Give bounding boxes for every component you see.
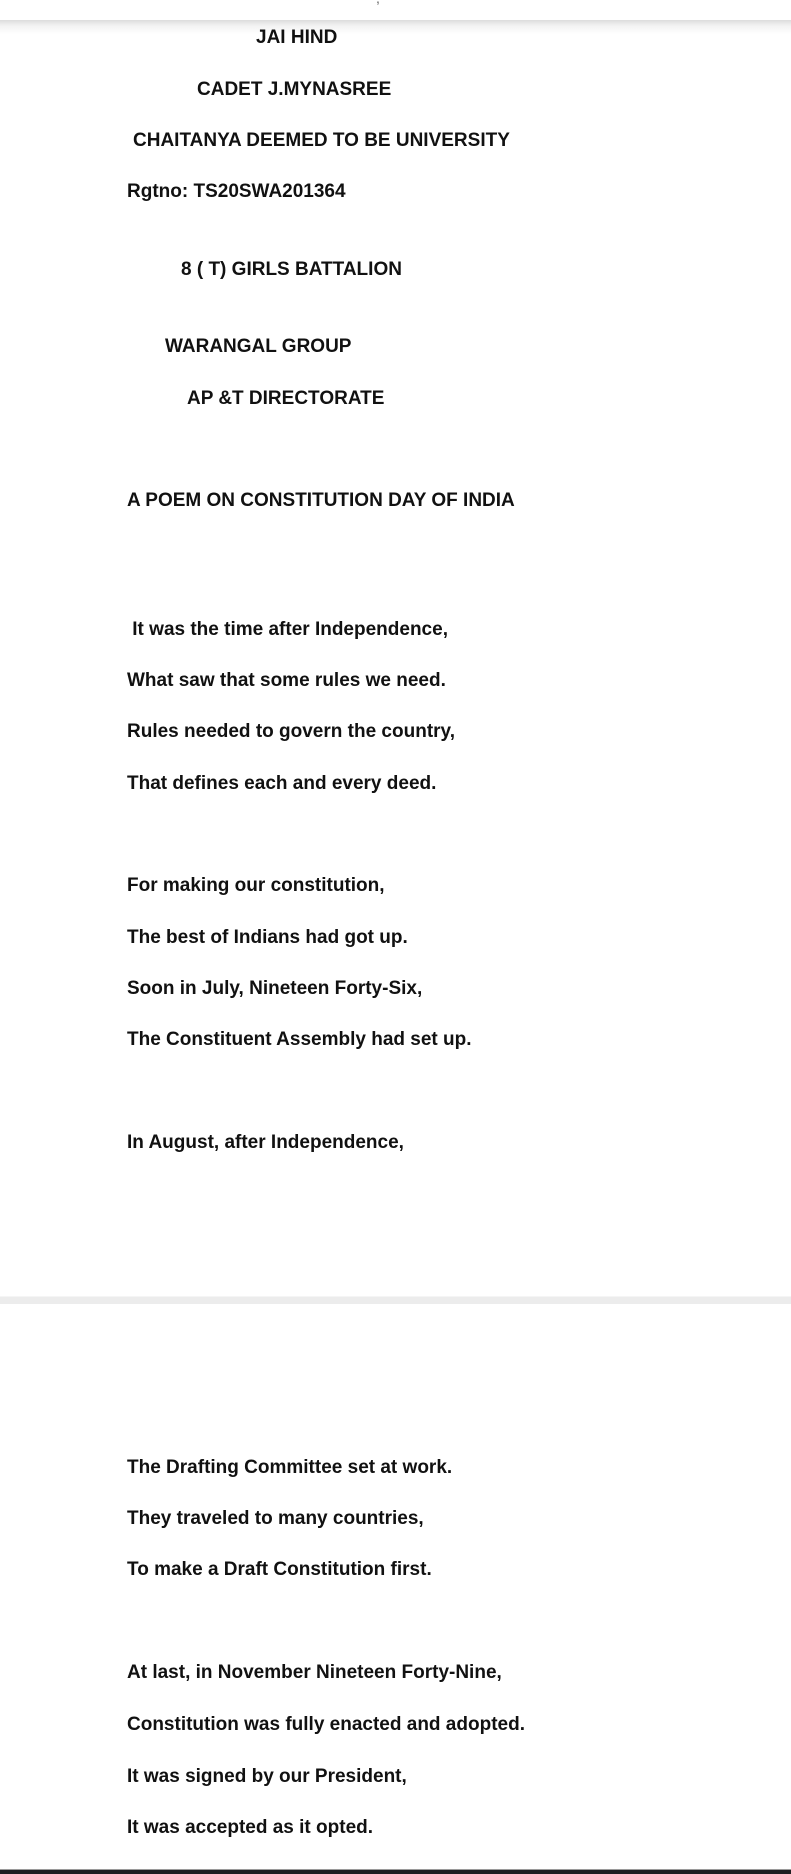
header-directorate: AP &T DIRECTORATE — [187, 388, 385, 409]
bottom-navigation-bar — [0, 1869, 791, 1874]
poem-line: In August, after Independence, — [127, 1132, 404, 1153]
poem-line: To make a Draft Constitution first. — [127, 1559, 432, 1580]
header-cadet-name: CADET J.MYNASREE — [197, 79, 392, 100]
header-battalion: 8 ( T) GIRLS BATTALION — [181, 259, 402, 280]
poem-line: The best of Indians had got up. — [127, 927, 408, 948]
header-group: WARANGAL GROUP — [165, 336, 352, 357]
poem-line: What saw that some rules we need. — [127, 670, 446, 691]
poem-line: For making our constitution, — [127, 875, 385, 896]
header-university: CHAITANYA DEEMED TO BE UNIVERSITY — [133, 130, 510, 151]
poem-line: Soon in July, Nineteen Forty-Six, — [127, 978, 423, 999]
header-registration-number: Rgtno: TS20SWA201364 — [127, 181, 346, 202]
poem-line: That defines each and every deed. — [127, 773, 437, 794]
poem-line: It was accepted as it opted. — [127, 1817, 374, 1838]
poem-line: The Drafting Committee set at work. — [127, 1457, 453, 1478]
viewer-top-strip — [0, 0, 791, 20]
poem-line: The Constituent Assembly had set up. — [127, 1029, 472, 1050]
poem-line: It was the time after Independence, — [127, 619, 448, 640]
poem-line: At last, in November Nineteen Forty-Nine, — [127, 1662, 502, 1683]
document-page-1 — [0, 34, 791, 1296]
poem-title: A POEM ON CONSTITUTION DAY OF INDIA — [127, 490, 515, 511]
poem-line: They traveled to many countries, — [127, 1508, 424, 1529]
cut-off-glyph — [376, 0, 384, 2]
poem-line: Rules needed to govern the country, — [127, 721, 455, 742]
header-jai-hind: JAI HIND — [256, 27, 338, 48]
toolbar-shadow — [0, 20, 791, 34]
poem-line: It was signed by our President, — [127, 1766, 407, 1787]
poem-line: Constitution was fully enacted and adopted. — [127, 1714, 525, 1735]
